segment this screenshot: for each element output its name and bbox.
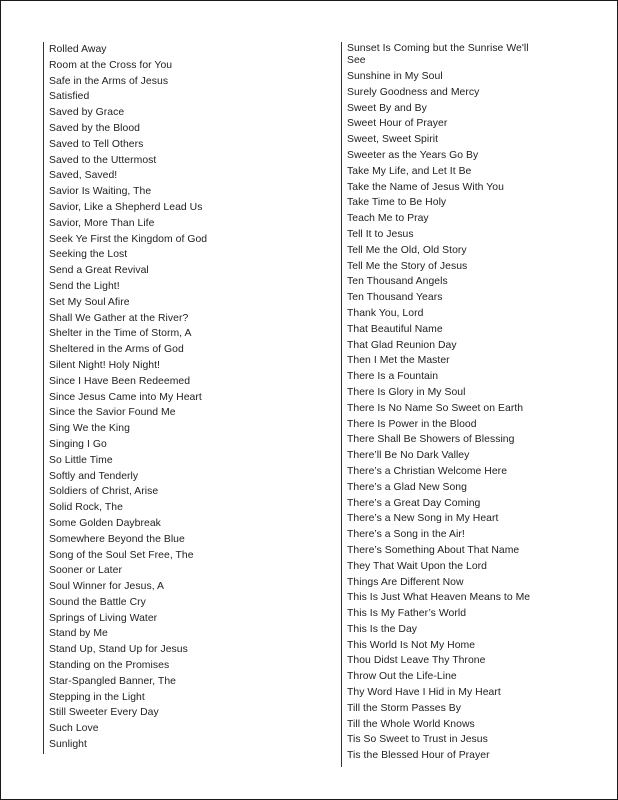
song-title: Sunshine in My Soul bbox=[347, 71, 443, 82]
song-title: Somewhere Beyond the Blue bbox=[49, 533, 185, 545]
song-title: Saved by Grace bbox=[49, 107, 125, 119]
song-title: Sunset Is Coming but the Sunrise We'll See bbox=[347, 43, 529, 66]
song-title: Thy Word Have I Hid in My Heart bbox=[347, 687, 501, 699]
song-title: Take Time to Be Holy bbox=[347, 197, 447, 209]
song-title: There’s a Glad New Song bbox=[347, 481, 467, 493]
song-title: There Is Power in the Blood bbox=[347, 418, 477, 430]
song-title: Solid Rock, The bbox=[49, 502, 123, 514]
song-title: Sheltered in the Arms of God bbox=[49, 344, 184, 356]
song-title: Then I Met the Master bbox=[347, 355, 450, 367]
song-title: This World Is Not My Home bbox=[347, 639, 476, 651]
song-title: Things Are Different Now bbox=[347, 576, 464, 588]
song-title: That Glad Reunion Day bbox=[347, 339, 457, 351]
song-title: Some Golden Daybreak bbox=[49, 517, 161, 529]
song-title: Safe in the Arms of Jesus bbox=[49, 75, 169, 87]
song-title: Still Sweeter Every Day bbox=[49, 707, 159, 719]
song-title: Since Jesus Came into My Heart bbox=[49, 391, 202, 403]
song-title: That Beautiful Name bbox=[347, 323, 443, 335]
song-title: Till the Whole World Knows bbox=[347, 718, 475, 730]
song-title: Saved by the Blood bbox=[49, 122, 141, 134]
song-title: So Little Time bbox=[49, 454, 113, 466]
song-title: Take My Life, and Let It Be bbox=[347, 165, 472, 177]
song-title: Sing We the King bbox=[49, 423, 130, 435]
song-title: Stepping in the Light bbox=[49, 691, 145, 703]
song-title: Sunlight bbox=[49, 739, 87, 751]
song-title: Since I Have Been Redeemed bbox=[49, 375, 191, 387]
song-title: Room at the Cross for You bbox=[49, 59, 173, 71]
song-title: Seeking the Lost bbox=[49, 249, 128, 261]
song-title: Savior Is Waiting, The bbox=[49, 186, 152, 198]
song-title: Sooner or Later bbox=[49, 565, 122, 577]
song-title: Such Love bbox=[49, 723, 99, 735]
song-title: Surely Goodness and Mercy bbox=[347, 86, 480, 98]
song-title: They That Wait Upon the Lord bbox=[347, 560, 488, 572]
song-title: Till the Storm Passes By bbox=[347, 702, 461, 714]
song-title: Shall We Gather at the River? bbox=[49, 312, 189, 324]
song-title: There Shall Be Showers of Blessing bbox=[347, 434, 515, 446]
song-title: There’s Something About That Name bbox=[347, 544, 520, 556]
song-title: There’s a Song in the Air! bbox=[347, 529, 465, 541]
song-title: Thou Didst Leave Thy Throne bbox=[347, 655, 486, 667]
song-title: Standing on the Promises bbox=[49, 660, 170, 672]
song-title: Tell It to Jesus bbox=[347, 228, 414, 240]
song-title: Saved, Saved! bbox=[49, 170, 118, 182]
song-title: Tis the Blessed Hour of Prayer bbox=[347, 750, 490, 762]
song-list-left-column bbox=[43, 42, 289, 754]
song-title: Rolled Away bbox=[49, 44, 107, 55]
song-title: Sweeter as the Years Go By bbox=[347, 149, 479, 161]
song-title: Sound the Battle Cry bbox=[49, 596, 146, 608]
song-title: There’s a Christian Welcome Here bbox=[347, 465, 508, 477]
song-title: Savior, More Than Life bbox=[49, 217, 155, 229]
song-title: There Is Glory in My Soul bbox=[347, 386, 466, 398]
song-title: Saved to Tell Others bbox=[49, 138, 144, 150]
song-title: There’s a New Song in My Heart bbox=[347, 513, 499, 525]
song-title: Soul Winner for Jesus, A bbox=[49, 581, 164, 593]
song-title: Tell Me the Story of Jesus bbox=[347, 260, 468, 272]
song-title: Sweet By and By bbox=[347, 102, 427, 114]
song-title: Set My Soul Afire bbox=[49, 296, 130, 308]
song-title: Send a Great Revival bbox=[49, 265, 149, 277]
song-title: Soldiers of Christ, Arise bbox=[49, 486, 159, 498]
song-title: Teach Me to Pray bbox=[347, 213, 429, 225]
song-title: Stand by Me bbox=[49, 628, 108, 640]
song-title: Satisfied bbox=[49, 91, 90, 103]
song-title: Take the Name of Jesus With You bbox=[347, 181, 504, 193]
song-title: Sweet, Sweet Spirit bbox=[347, 134, 439, 146]
song-title: Send the Light! bbox=[49, 280, 120, 292]
song-title: Song of the Soul Set Free, The bbox=[49, 549, 194, 561]
song-title: Throw Out the Life-Line bbox=[347, 671, 457, 683]
song-title: Springs of Living Water bbox=[49, 612, 158, 624]
song-title: Thank You, Lord bbox=[347, 307, 424, 319]
song-title: Savior, Like a Shepherd Lead Us bbox=[49, 201, 203, 213]
song-title: Seek Ye First the Kingdom of God bbox=[49, 233, 208, 245]
song-title: There’s a Great Day Coming bbox=[347, 497, 481, 509]
song-title: There Is a Fountain bbox=[347, 371, 439, 383]
song-title: This Is My Father’s World bbox=[347, 608, 467, 620]
song-title: There’ll Be No Dark Valley bbox=[347, 450, 470, 462]
song-list-right-column bbox=[341, 42, 547, 767]
song-title: Softly and Tenderly bbox=[49, 470, 139, 482]
song-title: Singing I Go bbox=[49, 438, 107, 450]
song-title: Tell Me the Old, Old Story bbox=[347, 244, 467, 256]
song-title: Tis So Sweet to Trust in Jesus bbox=[347, 734, 488, 746]
song-title: There Is No Name So Sweet on Earth bbox=[347, 402, 524, 414]
song-title: Stand Up, Stand Up for Jesus bbox=[49, 644, 188, 656]
song-title: Since the Savior Found Me bbox=[49, 407, 176, 419]
song-title: This Is Just What Heaven Means to Me bbox=[347, 592, 531, 604]
song-title: Star-Spangled Banner, The bbox=[49, 675, 176, 687]
song-title: Silent Night! Holy Night! bbox=[49, 359, 160, 371]
song-title: Saved to the Uttermost bbox=[49, 154, 157, 166]
song-title: This Is the Day bbox=[347, 623, 418, 635]
song-title: Shelter in the Time of Storm, A bbox=[49, 328, 192, 340]
song-title: Sweet Hour of Prayer bbox=[347, 118, 448, 130]
song-title: Ten Thousand Angels bbox=[347, 276, 448, 288]
song-title: Ten Thousand Years bbox=[347, 292, 443, 304]
